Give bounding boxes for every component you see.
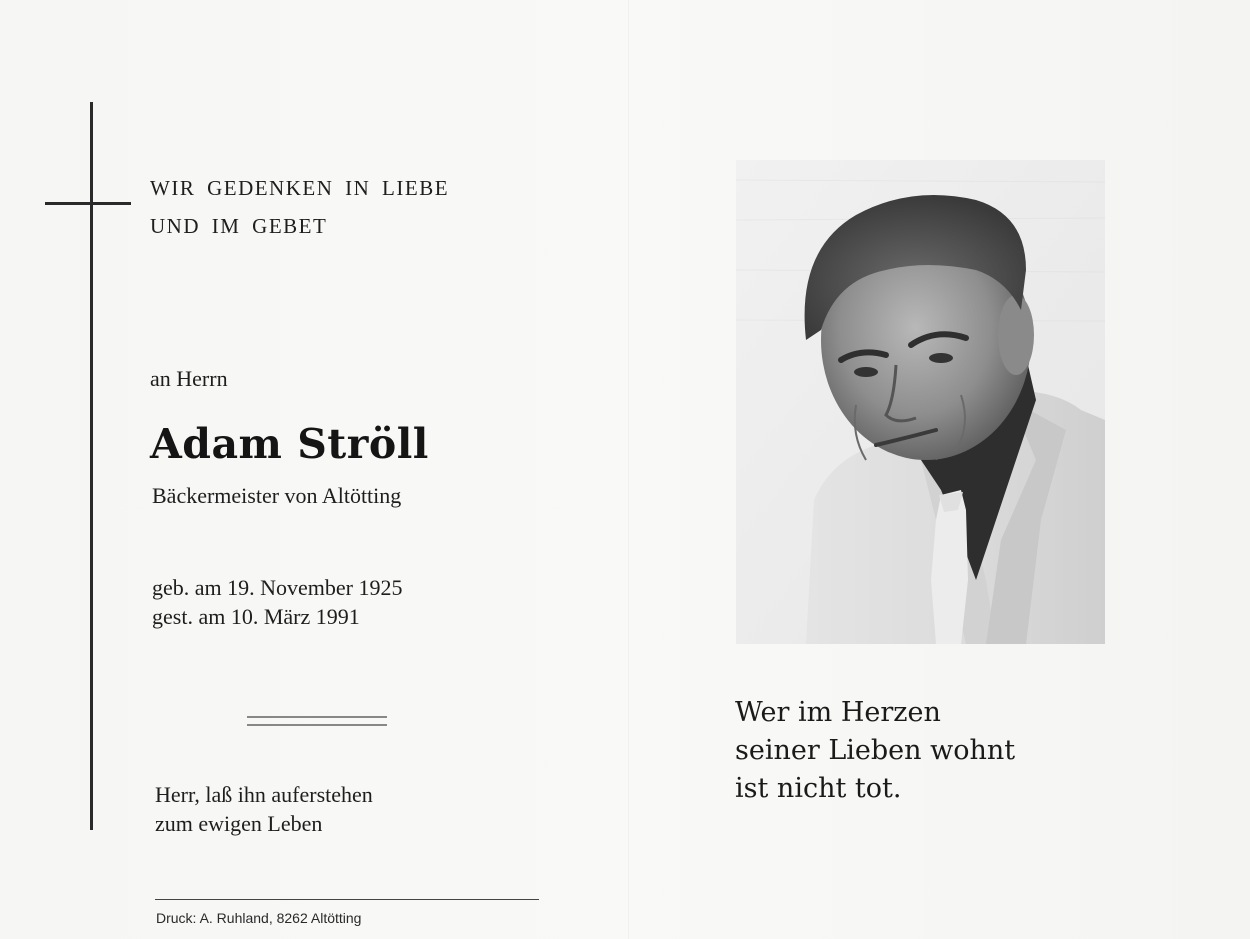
prayer-line-1: Herr, laß ihn auferstehen [155, 782, 373, 807]
cross-horizontal-bar [45, 202, 131, 205]
death-date: gest. am 10. März 1991 [152, 604, 360, 629]
portrait-photo [736, 160, 1105, 644]
salutation: an Herrn [150, 366, 228, 391]
double-divider [247, 716, 387, 726]
quote-line-1: Wer im Herzen [735, 697, 941, 728]
profession: Bäckermeister von Altötting [152, 483, 402, 508]
headline-line-1: WIR GEDENKEN IN LIEBE [150, 176, 450, 200]
cross-vertical-bar [90, 102, 93, 830]
printer-divider [155, 899, 539, 900]
headline-line-2: UND IM GEBET [150, 214, 328, 238]
deceased-name: Adam Ströll [150, 420, 429, 468]
quote-line-3: ist nicht tot. [735, 773, 902, 804]
quote-line-2: seiner Lieben wohnt [735, 735, 1016, 766]
birth-date: geb. am 19. November 1925 [152, 575, 403, 600]
card-fold [628, 0, 629, 939]
printer-credit: Druck: A. Ruhland, 8262 Altötting [156, 910, 362, 926]
prayer-line-2: zum ewigen Leben [155, 811, 323, 836]
